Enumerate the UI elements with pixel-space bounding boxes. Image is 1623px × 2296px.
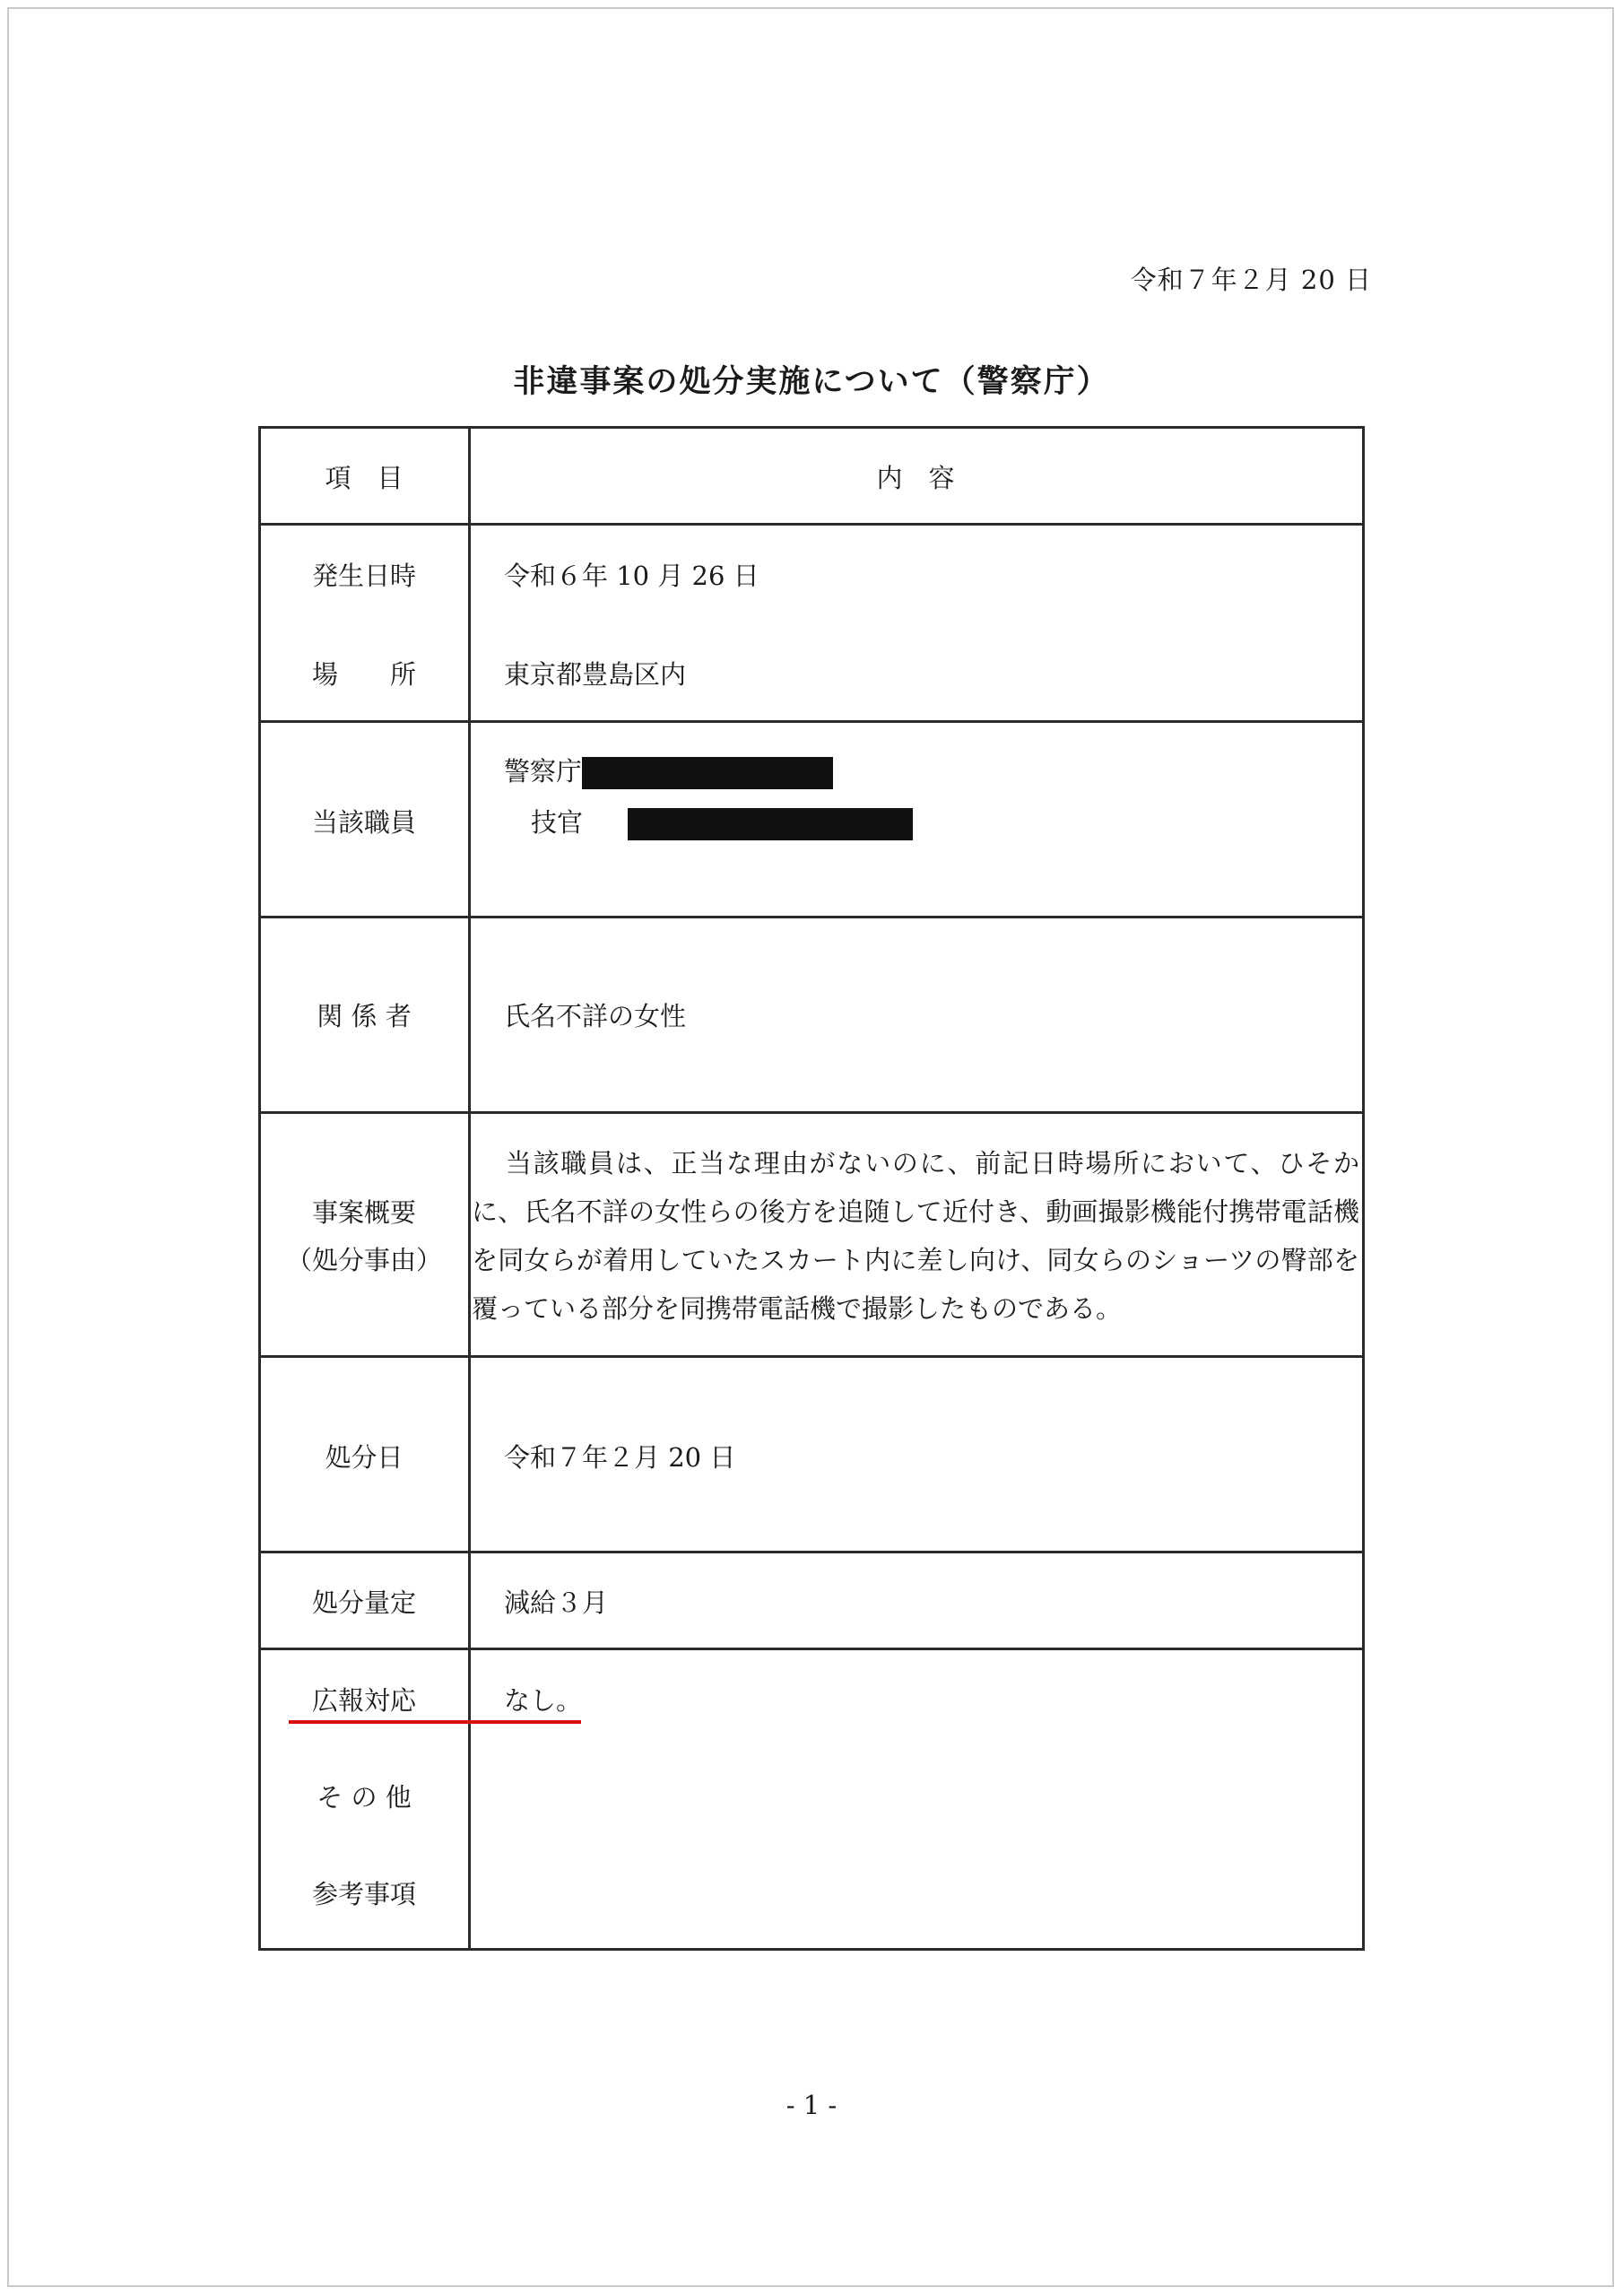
redaction-bar xyxy=(628,808,913,840)
disposal-date-label: 処分日 xyxy=(325,1442,404,1473)
table-rule xyxy=(258,426,261,1951)
occurrence-value: 令和６年 10 月 26 日 xyxy=(504,561,759,591)
table-rule xyxy=(258,1948,1365,1951)
table-rule xyxy=(258,720,1365,723)
pr-value: なし。 xyxy=(504,1685,583,1716)
highlight-underline xyxy=(289,1720,581,1724)
other-label: そ の 他 xyxy=(317,1782,412,1813)
table-rule xyxy=(258,523,1365,526)
official-rank: 技官 xyxy=(531,807,584,838)
summary-label: 事案概要 xyxy=(311,1197,416,1228)
header-item: 項 目 xyxy=(325,463,404,493)
document-date: 令和７年２月 20 日 xyxy=(1130,265,1372,295)
disposal-amount-label: 処分量定 xyxy=(311,1587,416,1618)
party-value: 氏名不詳の女性 xyxy=(504,1001,687,1031)
official-title xyxy=(531,804,913,840)
official-label: 当該職員 xyxy=(311,807,416,838)
disposal-amount-value: 減給３月 xyxy=(504,1587,609,1618)
summary-body: 当該職員は、正当な理由がないのに、前記日時場所において、ひそかに、氏名不詳の女性らの後方を追随して近付き、動画撮影機能付携帯電話機を同女らが着用していたスカート内に差し向け、同女らのショーツの臀部を覆っている部分を同携帯電話機で撮影したものである。 xyxy=(472,1148,1359,1324)
header-content: 内 容 xyxy=(876,463,955,493)
table-rule xyxy=(258,1648,1365,1650)
summary-sublabel: （処分事由） xyxy=(285,1245,442,1275)
official-affiliation xyxy=(504,753,833,789)
table-rule xyxy=(258,1355,1365,1358)
document-title: 非違事案の処分実施について（警察庁） xyxy=(513,364,1110,400)
table-rule xyxy=(258,916,1365,918)
table-rule xyxy=(258,1551,1365,1553)
official-agency: 警察庁 xyxy=(504,756,583,787)
occurrence-label: 発生日時 xyxy=(311,561,416,591)
pr-label: 広報対応 xyxy=(311,1685,416,1716)
table-rule xyxy=(258,426,1365,429)
place-label: 場 所 xyxy=(311,659,416,690)
summary-text xyxy=(472,1139,1359,1333)
table-rule xyxy=(258,1111,1365,1114)
table-rule xyxy=(1362,426,1365,1951)
page-number: - 1 - xyxy=(785,2090,838,2120)
place-value: 東京都豊島区内 xyxy=(504,659,687,690)
redaction-bar xyxy=(582,757,833,789)
party-label: 関 係 者 xyxy=(317,1001,412,1031)
reference-label: 参考事項 xyxy=(311,1879,416,1909)
disposal-date-value: 令和７年２月 20 日 xyxy=(504,1442,736,1473)
